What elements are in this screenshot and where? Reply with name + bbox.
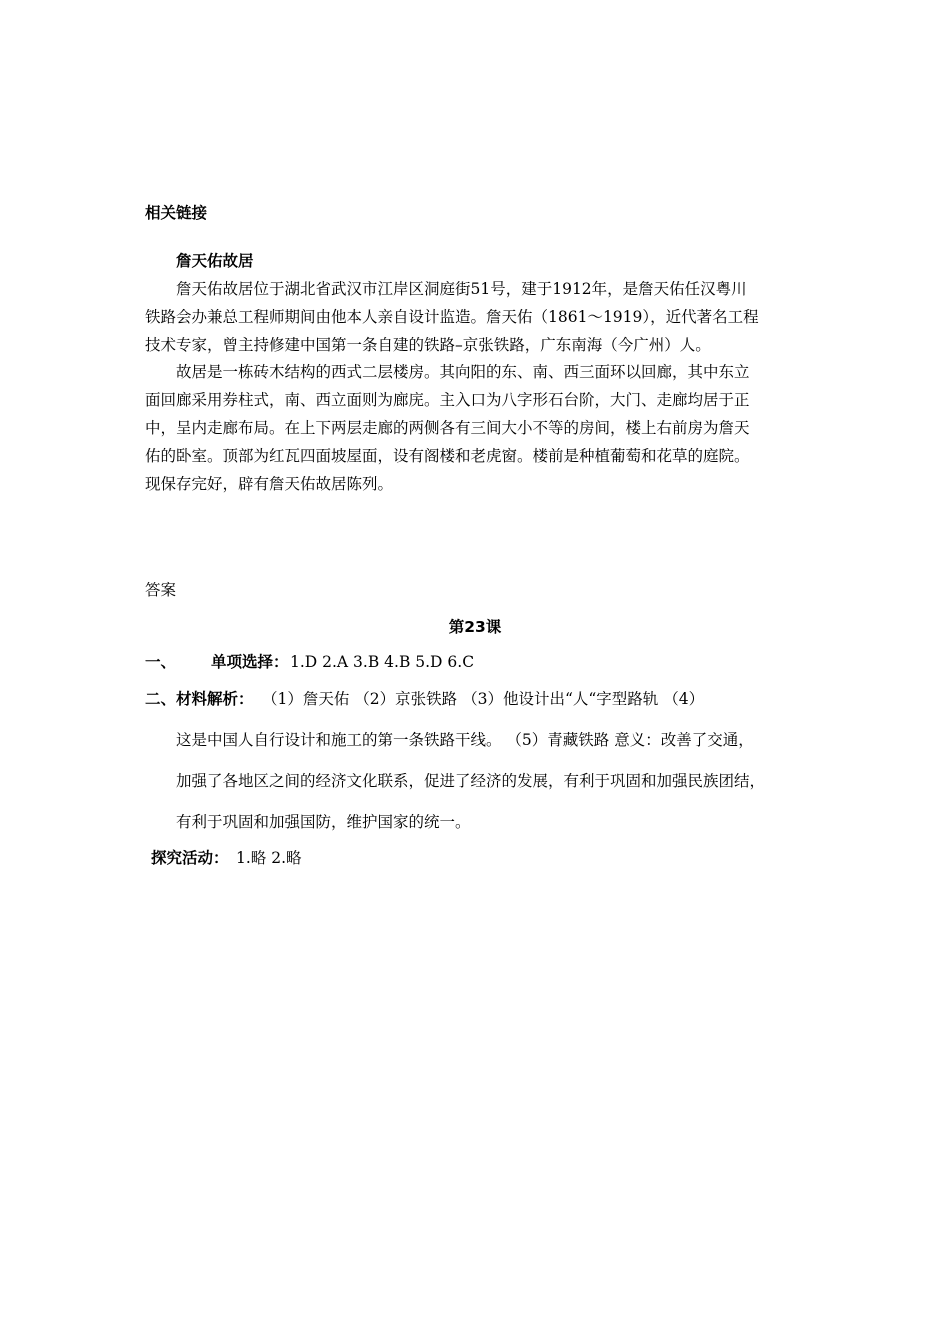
- answers-label: 答案: [145, 581, 177, 599]
- paragraph-line: 中，呈内走廊布局。在上下两层走廊的两侧各有三间大小不等的房间，楼上右前房为詹天: [145, 419, 750, 437]
- q2-line: 这是中国人自行设计和施工的第一条铁路干线。 （5）青藏铁路 意义：改善了交通，: [176, 731, 754, 749]
- q1-answers: 1.D 2.A 3.B 4.B 5.D 6.C: [290, 653, 475, 671]
- paragraph-line: 铁路会办兼总工程师期间由他本人亲自设计监造。詹天佑（1861～1919），近代著名工程: [145, 308, 759, 326]
- paragraph-line: 詹天佑故居位于湖北省武汉市江岸区洞庭街51号，建于1912年，是詹天佑任汉粤川: [176, 280, 747, 298]
- q2-line: 加强了各地区之间的经济文化联系，促进了经济的发展，有利于巩固和加强民族团结，: [176, 772, 766, 790]
- q2-label: 二、材料解析：: [145, 690, 254, 708]
- q3-label: 探究活动：: [151, 849, 229, 867]
- paragraph-line: 技术专家，曾主持修建中国第一条自建的铁路–京张铁路，广东南海（今广州）人。: [145, 336, 711, 354]
- q1-label: 单项选择：: [211, 653, 289, 671]
- q2-line: 有利于巩固和加强国防，维护国家的统一。: [176, 813, 471, 831]
- q1-number: 一、: [145, 653, 177, 671]
- q2-line: （1）詹天佑 （2）京张铁路 （3）他设计出“人“字型路轨 （4）: [262, 690, 705, 708]
- paragraph-line: 面回廊采用券柱式，南、西立面则为廊庑。主入口为八字形石台阶，大门、走廊均居于正: [145, 391, 750, 409]
- paragraph-line: 佑的卧室。顶部为红瓦四面坡屋面，设有阁楼和老虎窗。楼前是种植葡萄和花草的庭院。: [145, 447, 750, 465]
- article-title: 詹天佑故居: [176, 252, 254, 270]
- q3-answers: 1.略 2.略: [236, 849, 302, 867]
- paragraph-line: 故居是一栋砖木结构的西式二层楼房。其向阳的东、南、西三面环以回廊，其中东立: [176, 363, 750, 381]
- lesson-title: 第23课: [448, 618, 502, 636]
- section-heading-related-links: 相关链接: [145, 204, 208, 222]
- paragraph-line: 现保存完好，辟有詹天佑故居陈列。: [145, 475, 394, 493]
